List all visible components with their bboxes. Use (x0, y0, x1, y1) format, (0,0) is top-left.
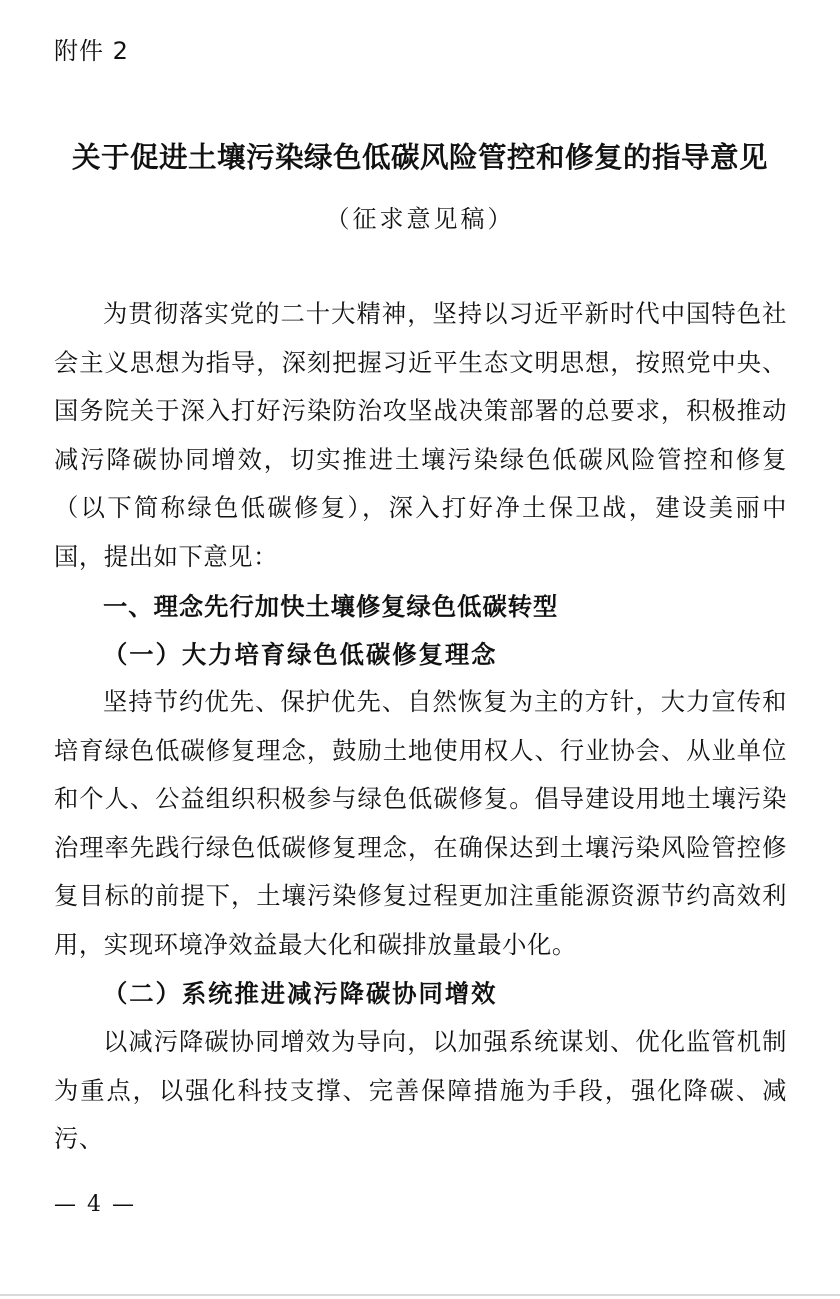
subsection-1-paragraph: 坚持节约优先、保护优先、自然恢复为主的方针，大力宣传和培育绿色低碳修复理念，鼓励土地使用权人、行业协会、从业单位和个人、公益组织积极参与绿色低碳修复。倡导建设用地土壤污染治理率先践行绿色低碳修复理念，在确保达到土壤污染风险管控修复目标的前提下，土壤污染修复过程更加注重能源资源节约高效利用，实现环境净效益最大化和碳排放量最小化。 (54, 687, 787, 959)
subsection-2-paragraph: 以减污降碳协同增效为导向，以加强系统谋划、优化监管机制为重点，以强化科技支撑、完善保障措施为手段，强化降碳、减污、 (54, 1027, 787, 1153)
subsection-1-heading: （一）大力培育绿色低碳修复理念 (103, 640, 498, 669)
intro-paragraph: 为贯彻落实党的二十大精神，坚持以习近平新时代中国特色社会主义思想为指导，深刻把握习近平生态文明思想，按照党中央、国务院关于深入打好污染防治攻坚战决策部署的总要求，积极推动减污降碳协同增效，切实推进土壤污染绿色低碳风险管控和修复（以下简称绿色低碳修复），深入打好净土保卫战，建设美丽中国，提出如下意见： (54, 299, 787, 571)
attachment-label: 附件 2 (54, 37, 129, 65)
page-number: — 4 — (54, 1192, 136, 1217)
page-bottom-divider (0, 1294, 840, 1296)
subsection-2-heading: （二）系统推进减污降碳协同增效 (103, 979, 498, 1008)
section-1-heading: 一、理念先行加快土壤修复绿色低碳转型 (103, 592, 559, 621)
document-subtitle: （征求意见稿） (325, 205, 515, 233)
document-title: 关于促进土壤污染绿色低碳风险管控和修复的指导意见 (71, 141, 768, 174)
